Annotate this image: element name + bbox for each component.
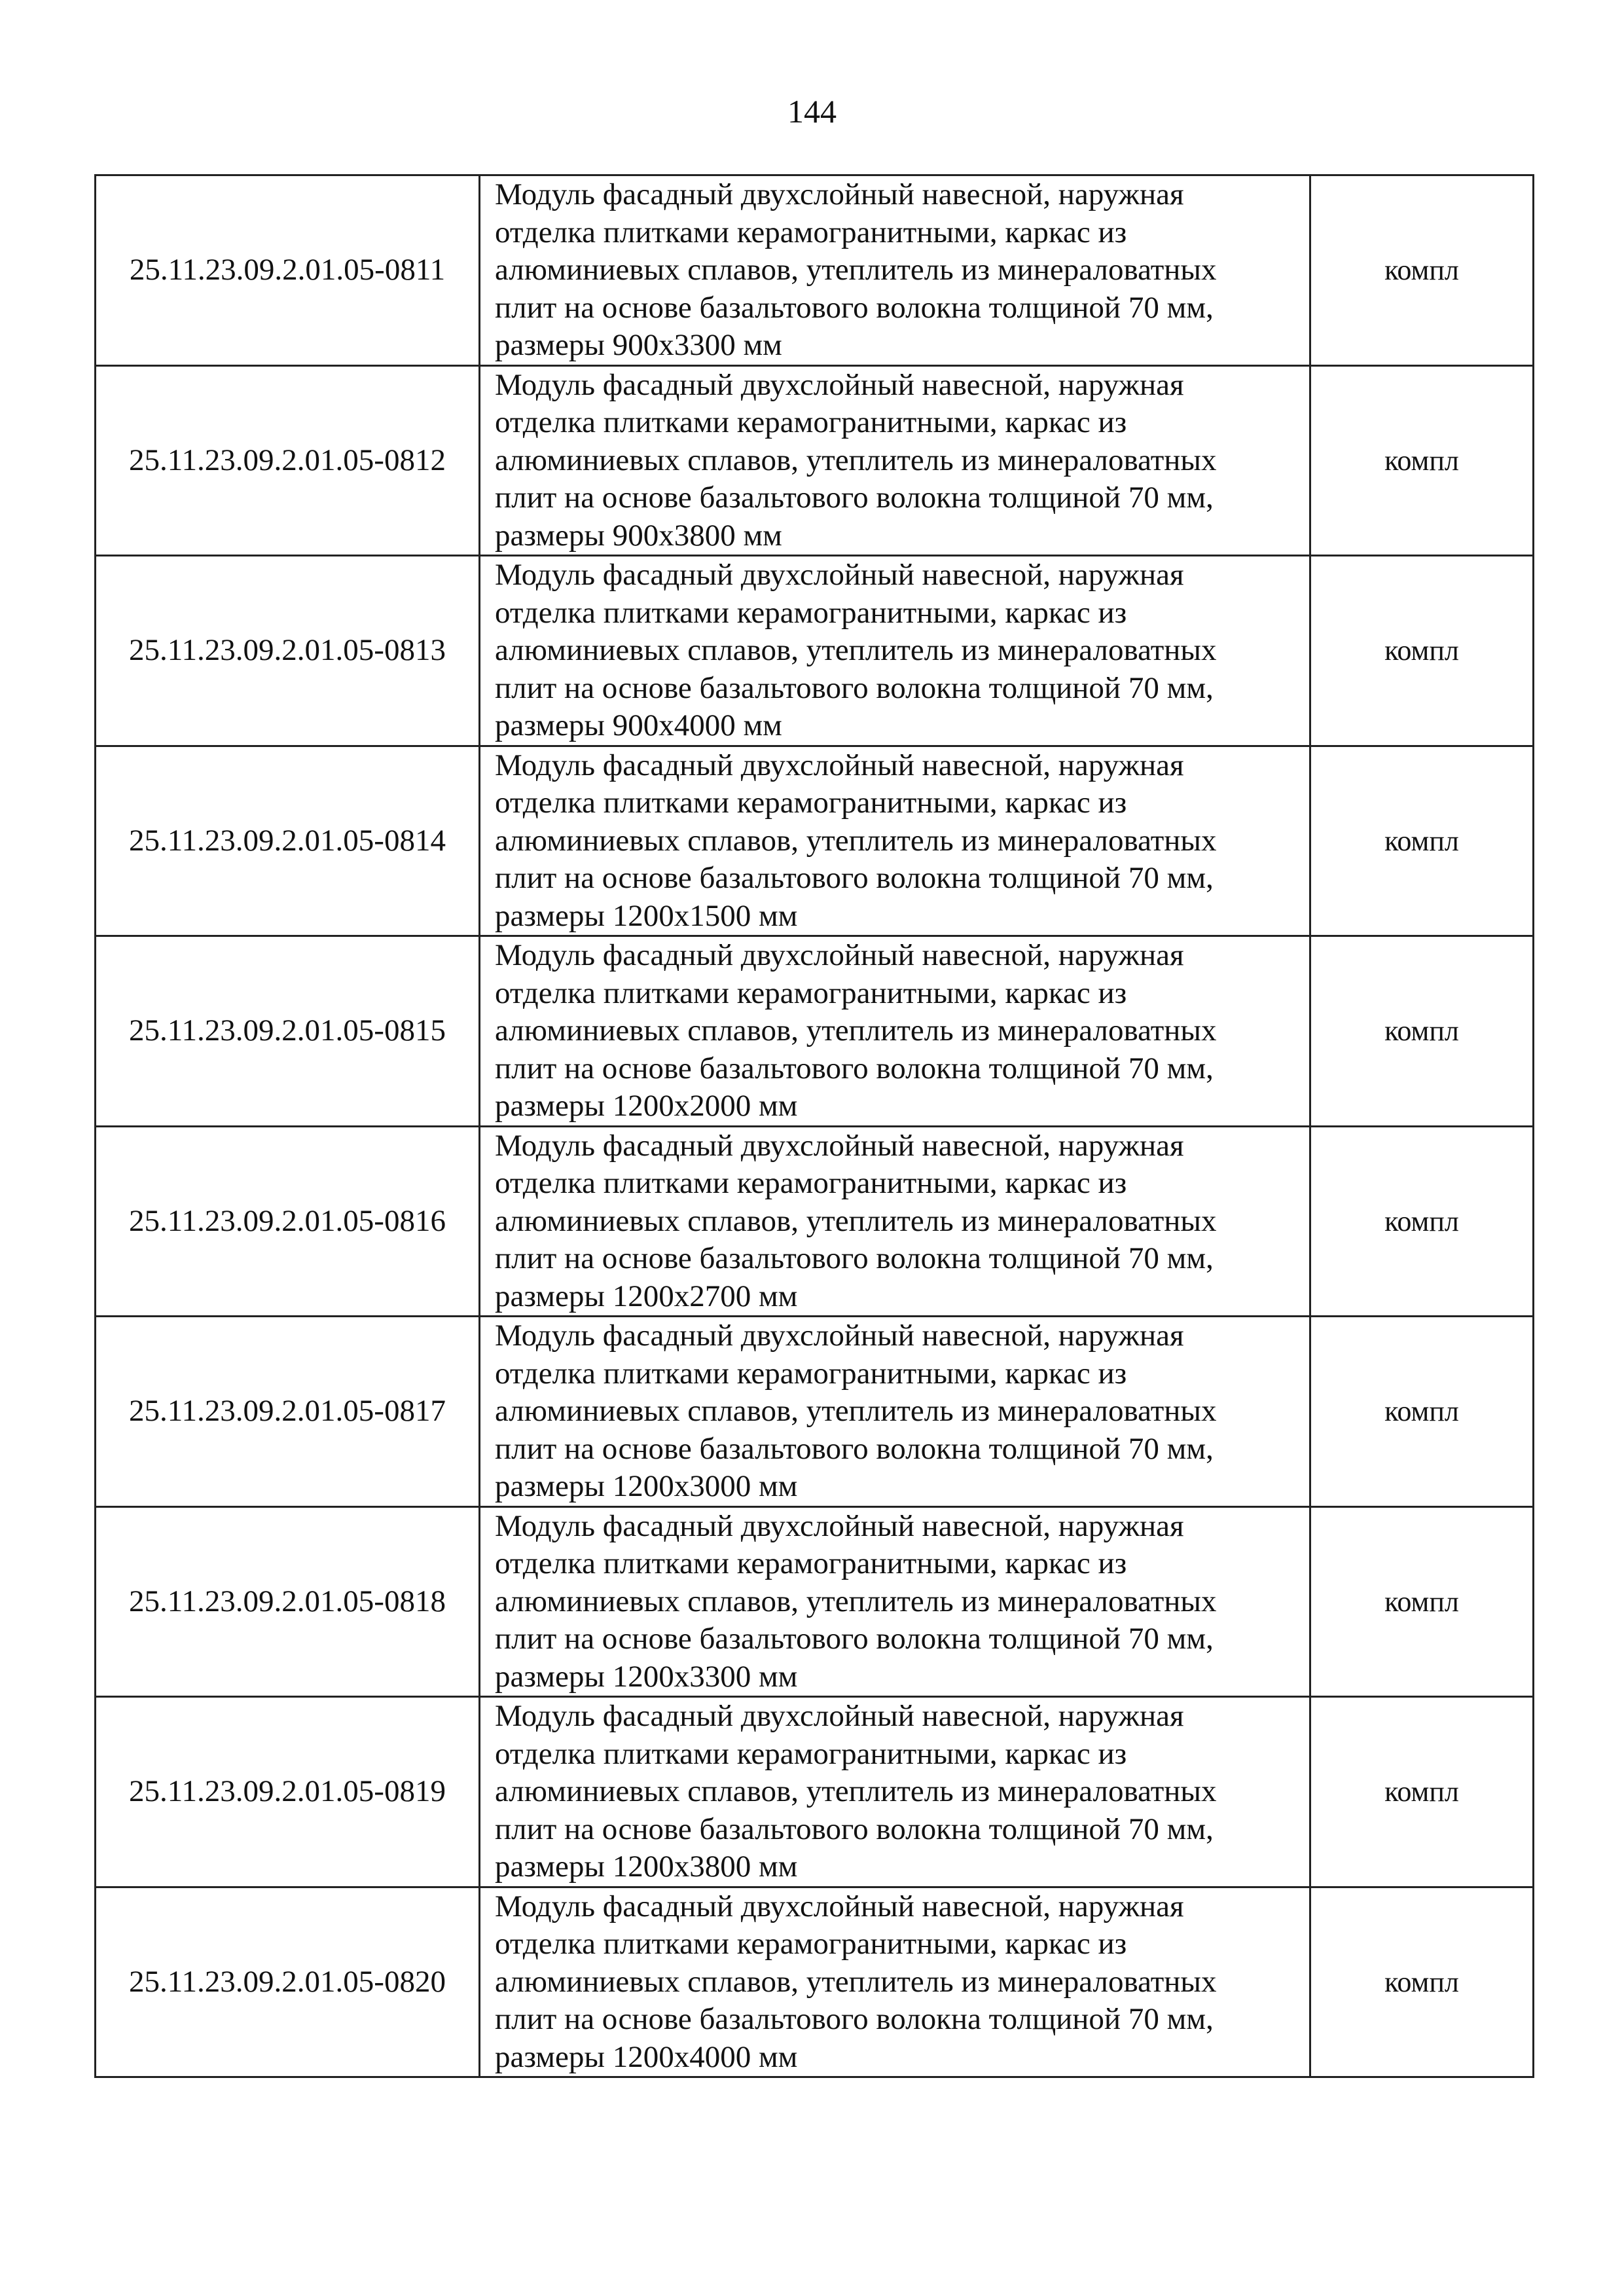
item-code-cell: 25.11.23.09.2.01.05-0813: [96, 556, 480, 746]
item-unit-cell: компл: [1310, 746, 1534, 936]
item-description-cell: [480, 936, 1310, 1127]
item-unit-cell: компл: [1310, 365, 1534, 556]
description-line: плит на основе базальтового волокна толщиной 70 мм,: [495, 1812, 1214, 1846]
description-line: алюминиевых сплавов, утеплитель из минераловатных: [495, 823, 1217, 858]
description-line: алюминиевых сплавов, утеплитель из минераловатных: [495, 1964, 1217, 1999]
item-unit-cell: компл: [1310, 556, 1534, 746]
description-line: отделка плитками керамогранитными, каркас из: [495, 1736, 1127, 1771]
description-line: плит на основе базальтового волокна толщиной 70 мм,: [495, 670, 1214, 705]
description-line: размеры 1200х3300 мм: [495, 1659, 798, 1694]
description-line: отделка плитками керамогранитными, каркас из: [495, 1166, 1127, 1200]
description-line: размеры 1200х2700 мм: [495, 1279, 798, 1313]
table-row: [96, 746, 1534, 936]
description-line: отделка плитками керамогранитными, каркас из: [495, 1927, 1127, 1961]
description-line: отделка плитками керамогранитными, каркас из: [495, 1546, 1127, 1580]
item-unit-cell: компл: [1310, 1126, 1534, 1317]
description-line: алюминиевых сплавов, утеплитель из минераловатных: [495, 1394, 1217, 1428]
table-row: [96, 936, 1534, 1127]
table-row: [96, 1506, 1534, 1697]
item-description-cell: [480, 1887, 1310, 2077]
table-row: [96, 556, 1534, 746]
description-line: отделка плитками керамогранитными, каркас из: [495, 786, 1127, 820]
description-line: отделка плитками керамогранитными, каркас из: [495, 215, 1127, 249]
description-line: алюминиевых сплавов, утеплитель из минераловатных: [495, 1774, 1217, 1808]
description-line: Модуль фасадный двухслойный навесной, наружная: [495, 367, 1184, 402]
description-line: Модуль фасадный двухслойный навесной, наружная: [495, 748, 1184, 782]
item-description-cell: [480, 556, 1310, 746]
description-line: алюминиевых сплавов, утеплитель из минераловатных: [495, 1203, 1217, 1238]
item-unit-cell: компл: [1310, 1317, 1534, 1507]
item-description-cell: [480, 1697, 1310, 1887]
item-code-cell: 25.11.23.09.2.01.05-0815: [96, 936, 480, 1127]
item-unit-cell: компл: [1310, 1697, 1534, 1887]
description-line: алюминиевых сплавов, утеплитель из минераловатных: [495, 1013, 1217, 1048]
description-line: Модуль фасадный двухслойный навесной, наружная: [495, 1319, 1184, 1353]
description-line: размеры 1200х1500 мм: [495, 898, 798, 933]
table-row: [96, 1126, 1534, 1317]
description-line: плит на основе базальтового волокна толщиной 70 мм,: [495, 1622, 1214, 1656]
description-line: Модуль фасадный двухслойный навесной, наружная: [495, 938, 1184, 972]
item-unit-cell: компл: [1310, 175, 1534, 366]
description-line: плит на основе базальтового волокна толщиной 70 мм,: [495, 861, 1214, 895]
item-code-cell: 25.11.23.09.2.01.05-0811: [96, 175, 480, 366]
table-row: [96, 175, 1534, 366]
description-line: отделка плитками керамогранитными, каркас из: [495, 595, 1127, 630]
description-line: плит на основе базальтового волокна толщиной 70 мм,: [495, 1431, 1214, 1466]
description-line: Модуль фасадный двухслойный навесной, наружная: [495, 1508, 1184, 1543]
item-unit-cell: компл: [1310, 1506, 1534, 1697]
item-description-cell: [480, 1126, 1310, 1317]
description-line: плит на основе базальтового волокна толщиной 70 мм,: [495, 1051, 1214, 1085]
description-line: алюминиевых сплавов, утеплитель из минераловатных: [495, 1584, 1217, 1618]
table-row: [96, 1317, 1534, 1507]
description-line: размеры 900х3300 мм: [495, 328, 782, 362]
description-line: Модуль фасадный двухслойный навесной, наружная: [495, 1128, 1184, 1163]
description-line: размеры 1200х3800 мм: [495, 1850, 798, 1884]
description-line: размеры 900х4000 мм: [495, 708, 782, 742]
description-line: алюминиевых сплавов, утеплитель из минераловатных: [495, 443, 1217, 477]
description-line: плит на основе базальтового волокна толщиной 70 мм,: [495, 481, 1214, 515]
table-row: [96, 1697, 1534, 1887]
description-line: отделка плитками керамогранитными, каркас из: [495, 1356, 1127, 1391]
item-description-cell: [480, 746, 1310, 936]
description-line: Модуль фасадный двухслойный навесной, наружная: [495, 1889, 1184, 1923]
item-code-cell: 25.11.23.09.2.01.05-0814: [96, 746, 480, 936]
item-description-cell: [480, 1506, 1310, 1697]
description-line: размеры 1200х3000 мм: [495, 1469, 798, 1503]
description-line: размеры 900х3800 мм: [495, 518, 782, 553]
item-code-cell: 25.11.23.09.2.01.05-0818: [96, 1506, 480, 1697]
description-line: размеры 1200х2000 мм: [495, 1089, 798, 1123]
item-code-cell: 25.11.23.09.2.01.05-0820: [96, 1887, 480, 2077]
description-line: размеры 1200х4000 мм: [495, 2039, 798, 2074]
description-line: плит на основе базальтового волокна толщиной 70 мм,: [495, 1241, 1214, 1275]
item-code-cell: 25.11.23.09.2.01.05-0817: [96, 1317, 480, 1507]
item-unit-cell: компл: [1310, 936, 1534, 1127]
item-code-cell: 25.11.23.09.2.01.05-0812: [96, 365, 480, 556]
description-line: Модуль фасадный двухслойный навесной, наружная: [495, 558, 1184, 592]
item-unit-cell: компл: [1310, 1887, 1534, 2077]
table-row: [96, 365, 1534, 556]
item-description-cell: [480, 175, 1310, 366]
item-code-cell: 25.11.23.09.2.01.05-0816: [96, 1126, 480, 1317]
description-line: Модуль фасадный двухслойный навесной, наружная: [495, 177, 1184, 211]
items-table: [94, 174, 1534, 2078]
page-number: 144: [787, 93, 837, 130]
table-row: [96, 1887, 1534, 2077]
description-line: алюминиевых сплавов, утеплитель из минераловатных: [495, 253, 1217, 287]
description-line: плит на основе базальтового волокна толщиной 70 мм,: [495, 290, 1214, 325]
item-description-cell: [480, 365, 1310, 556]
description-line: отделка плитками керамогранитными, каркас из: [495, 975, 1127, 1010]
item-code-cell: 25.11.23.09.2.01.05-0819: [96, 1697, 480, 1887]
description-line: алюминиевых сплавов, утеплитель из минераловатных: [495, 633, 1217, 667]
items-table-body: [96, 175, 1534, 2077]
item-description-cell: [480, 1317, 1310, 1507]
description-line: Модуль фасадный двухслойный навесной, наружная: [495, 1699, 1184, 1733]
description-line: отделка плитками керамогранитными, каркас из: [495, 405, 1127, 439]
description-line: плит на основе базальтового волокна толщиной 70 мм,: [495, 2002, 1214, 2036]
